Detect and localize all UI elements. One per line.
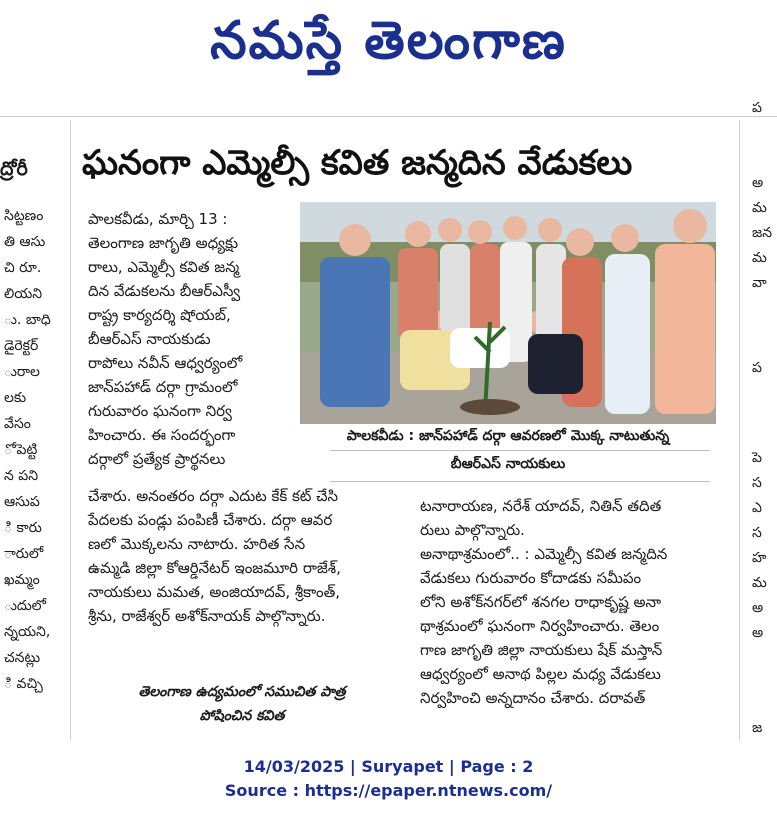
article-text-line: తెలంగాణ జాగృతి అధ్యక్షు [88, 234, 239, 252]
caption-divider-bottom [330, 481, 710, 482]
article-text-line: చేశారు. అనంతరం దర్గా ఎదుట కేక్ కట్ చేసి [88, 487, 339, 505]
article-text-line: శ్రీను, రాజేశ్వర్ అశోక్‌నాయక్ పాల్గొన్నారు. [88, 607, 326, 625]
article-text-line: లోని అశోక్‌నగర్‌లో శనగల రాధాకృష్ణ అనా [420, 593, 662, 611]
left-column-text-fragment: ో పెట్టి [4, 442, 38, 458]
left-column-text-fragment: ి వచ్చి [4, 676, 43, 692]
right-column-text-fragment: స [752, 475, 762, 491]
masthead [0, 0, 777, 92]
article-text-line: గురువారం ఘనంగా నిర్వ [88, 402, 232, 420]
left-column-text-fragment: లియని [4, 286, 43, 302]
right-column-text-fragment: మ [752, 575, 767, 591]
caption-divider [330, 450, 710, 451]
right-column-text-fragment: అ [752, 600, 764, 616]
right-column-text-fragment: వా [752, 275, 767, 291]
left-column-text-fragment: ి కారు [4, 520, 42, 536]
left-column-text-fragment: తి ఆసు [4, 234, 46, 250]
left-column-text-fragment: చి రూ. [4, 260, 42, 276]
right-column-text-fragment: ఎ [752, 500, 762, 516]
right-column-text-fragment: జన [752, 225, 773, 241]
article-text-line: అనాథాశ్రమంలో.. : ఎమ్మెల్సీ కవిత జన్మదిన [420, 545, 668, 563]
article-text-line: నిర్వహించి అన్నదానం చేశారు. దరావత్ [420, 689, 646, 707]
left-column-text-fragment: న్నయని, [4, 624, 51, 640]
left-column-text-fragment: ు. బాధి [4, 312, 51, 328]
article-column-1-continued [88, 484, 408, 628]
article-text-line: రాలు, ఎమ్మెల్సీ కవిత జన్మ [88, 258, 240, 276]
article-text-line: ఉమ్మడి జిల్లా కోఆర్డినేటర్ ఇంజమూరి రాజేశ్, [88, 559, 341, 577]
photo-caption-line-2: బీఆర్ఎస్ నాయకులు [450, 456, 566, 472]
article-column-2 [420, 494, 720, 710]
right-column-text-fragment: ప [752, 100, 762, 116]
left-column-text-fragment: ఆసుప [4, 494, 40, 510]
left-column-text-fragment: లకు [4, 390, 27, 406]
left-column-text-fragment: ుదులో [4, 598, 47, 614]
article-column-1 [88, 207, 293, 471]
footer-source: Source : https://epaper.ntnews.com/ [224, 781, 553, 800]
left-column-text-fragment: ారులో [4, 546, 44, 562]
left-column-heading: ద్రోరీ [0, 158, 28, 180]
right-column-text-fragment: స [752, 525, 762, 541]
column-divider-left [70, 120, 71, 740]
article-headline: ఘనంగా ఎమ్మెల్సీ కవిత జన్మదిన వేడుకలు [82, 143, 633, 183]
article-text-line: ణలో మొక్కలను నాటారు. హరిత సేన [88, 535, 306, 553]
right-column-text-fragment: పె [752, 450, 762, 466]
article-text-line: ఆధ్వర్యంలో అనాథ పిల్లల మధ్య వేడుకలు [420, 665, 661, 683]
article-text-line: హించారు. ఈ సందర్భంగా [88, 426, 236, 444]
right-column-text-fragment: జ [752, 720, 763, 736]
photo-caption-line-1: పాలకవీడు : జాన్‌పహాడ్ దర్గా ఆవరణలో మొక్క నాటుతున్న [346, 428, 670, 444]
column-divider-right [739, 120, 740, 740]
article-photo [300, 202, 716, 424]
left-column-text-fragment: సిట్టణం [4, 208, 44, 224]
right-column-text-fragment: ప [752, 360, 762, 376]
left-column-text-fragment: న పని [4, 468, 39, 484]
article-text-line: గాణ జాగృతి జిల్లా నాయకులు షేక్ మస్తాన్ [420, 641, 663, 659]
subheading-line-2: పోషించిన కవిత [199, 708, 285, 724]
subheading-line-1: తెలంగాణ ఉద్యమంలో సముచిత పాత్ర [138, 684, 346, 700]
article-text-line: దిన వేడుకలను బీఆర్ఎస్వీ [88, 282, 241, 300]
left-column-text-fragment: ురాల [4, 364, 40, 380]
article-text-line: రులు పాల్గొన్నారు. [420, 521, 525, 539]
right-column-text-fragment: అ [752, 175, 764, 191]
right-column-text-fragment: హ [752, 550, 767, 566]
article-text-line: టనారాయణ, నరేశ్ యాదవ్, నితిన్ తదిత [420, 497, 662, 515]
top-rule [0, 116, 777, 117]
right-column-fragment [742, 100, 777, 740]
article-text-line: నాయకులు మమత, అంజియాదవ్, శ్రీకాంత్, [88, 583, 341, 601]
article-text-line: థాశ్రమంలో ఘనంగా నిర్వహించారు. తెలం [420, 617, 660, 635]
left-column-fragment [0, 120, 68, 740]
right-column-text-fragment: అ [752, 625, 764, 641]
article-text-line: రాష్ట్ర కార్యదర్శి షోయబ్, [88, 306, 231, 324]
article-text-line: వేడుకలు గురువారం కోదాడకు సమీపం [420, 569, 642, 587]
left-column-text-fragment: చనట్లు [4, 650, 41, 666]
article-text-line: దర్గాలో ప్రత్యేక ప్రార్థనలు [88, 450, 226, 468]
masthead-title: నమస్తే తెలంగాణ [210, 11, 567, 71]
left-column-text-fragment: ఖమ్మం [4, 572, 40, 588]
group-photo-illustration [300, 202, 716, 424]
left-column-text-fragment: వేసం [4, 416, 31, 432]
article-text-line: బీఆర్ఎస్ నాయకుడు [88, 330, 211, 348]
article-text-line: పేదలకు పండ్లు పంపిణీ చేశారు. దర్గా ఆవర [88, 511, 333, 529]
article-text-line: పాలకవీడు, మార్చి 13 : [88, 210, 228, 228]
right-column-text-fragment: మ [752, 200, 767, 216]
article-text-line: రాపోలు నవీన్ ఆధ్వర్యంలో [88, 354, 243, 372]
footer-edition-info: 14/03/2025 | Suryapet | Page : 2 [243, 757, 534, 776]
article-text-line: జాన్‌పహాడ్ దర్గా గ్రామంలో [88, 378, 238, 396]
left-column-text-fragment: డైరెక్టర్ [4, 338, 39, 354]
right-column-text-fragment: మ [752, 250, 767, 266]
